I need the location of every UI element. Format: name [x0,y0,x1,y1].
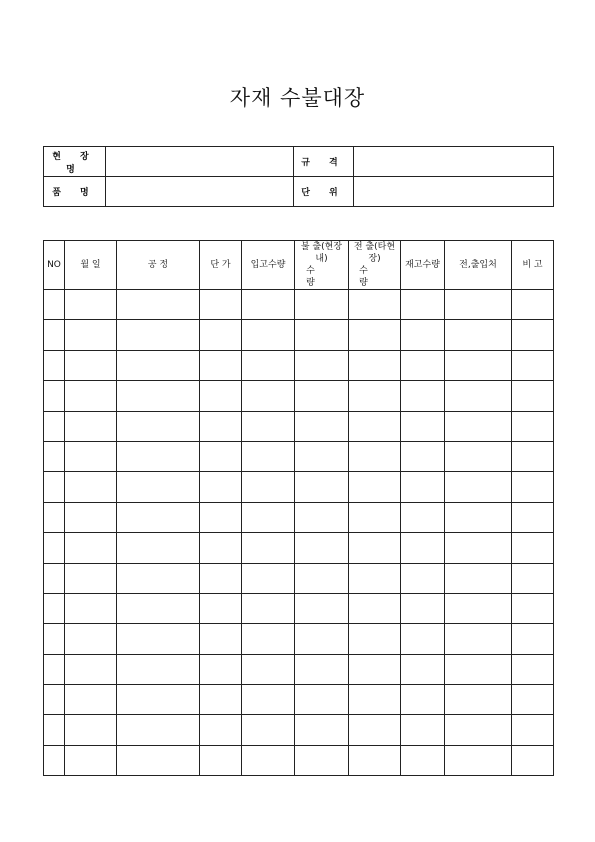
cell-no[interactable] [44,320,65,350]
cell-stock-qty[interactable] [401,472,445,502]
cell-out-transfer-qty[interactable] [349,654,401,684]
cell-in-qty[interactable] [242,290,295,320]
cell-no[interactable] [44,472,65,502]
cell-date[interactable] [65,381,117,411]
item-name-label: 품 명 [44,177,106,207]
header-info-table [43,146,554,207]
cell-date[interactable] [65,350,117,380]
cell-out-internal-qty[interactable] [295,502,349,532]
cell-in-qty[interactable] [242,320,295,350]
cell-no[interactable] [44,654,65,684]
cell-no[interactable] [44,745,65,775]
cell-process[interactable] [117,685,200,715]
cell-process[interactable] [117,472,200,502]
cell-process[interactable] [117,624,200,654]
col-header-out-transfer-bottom: 수 량 [359,266,390,288]
cell-dest[interactable] [445,472,512,502]
table-row [44,563,554,593]
cell-no[interactable] [44,502,65,532]
table-row [44,411,554,441]
cell-dest[interactable] [445,441,512,471]
col-header-date: 월 일 [65,241,117,290]
cell-date[interactable] [65,624,117,654]
cell-remarks[interactable] [512,745,554,775]
cell-process[interactable] [117,563,200,593]
cell-unit-price[interactable] [200,624,242,654]
cell-out-transfer-qty[interactable] [349,593,401,623]
cell-process[interactable] [117,381,200,411]
cell-no[interactable] [44,533,65,563]
cell-out-transfer-qty[interactable] [349,472,401,502]
cell-process[interactable] [117,441,200,471]
col-header-out-internal [295,241,349,290]
table-row [44,715,554,745]
cell-in-qty[interactable] [242,472,295,502]
cell-unit-price[interactable] [200,745,242,775]
col-header-dest: 전,출입처 [445,241,512,290]
col-header-out-internal-bottom: 수 량 [306,266,337,288]
cell-dest[interactable] [445,624,512,654]
cell-date[interactable] [65,715,117,745]
cell-in-qty[interactable] [242,715,295,745]
cell-unit-price[interactable] [200,502,242,532]
item-name-field[interactable] [106,177,294,207]
cell-unit-price[interactable] [200,563,242,593]
cell-out-internal-qty[interactable] [295,624,349,654]
ledger-body [44,290,554,776]
cell-out-internal-qty[interactable] [295,441,349,471]
cell-no[interactable] [44,411,65,441]
cell-remarks[interactable] [512,441,554,471]
cell-dest[interactable] [445,320,512,350]
cell-stock-qty[interactable] [401,320,445,350]
cell-dest[interactable] [445,654,512,684]
cell-out-transfer-qty[interactable] [349,533,401,563]
cell-out-transfer-qty[interactable] [349,381,401,411]
cell-stock-qty[interactable] [401,290,445,320]
cell-process[interactable] [117,745,200,775]
cell-no[interactable] [44,624,65,654]
table-row [44,533,554,563]
cell-remarks[interactable] [512,502,554,532]
cell-remarks[interactable] [512,290,554,320]
cell-dest[interactable] [445,745,512,775]
table-row [44,593,554,623]
cell-out-internal-qty[interactable] [295,715,349,745]
cell-remarks[interactable] [512,411,554,441]
table-row [44,381,554,411]
cell-date[interactable] [65,654,117,684]
cell-in-qty[interactable] [242,593,295,623]
cell-no[interactable] [44,441,65,471]
cell-stock-qty[interactable] [401,533,445,563]
cell-date[interactable] [65,411,117,441]
cell-no[interactable] [44,563,65,593]
cell-date[interactable] [65,472,117,502]
cell-dest[interactable] [445,502,512,532]
cell-stock-qty[interactable] [401,654,445,684]
cell-dest[interactable] [445,685,512,715]
table-row [44,502,554,532]
cell-remarks[interactable] [512,563,554,593]
site-name-label: 현 장 명 [44,147,106,177]
cell-in-qty[interactable] [242,685,295,715]
cell-unit-price[interactable] [200,381,242,411]
cell-dest[interactable] [445,593,512,623]
cell-date[interactable] [65,533,117,563]
cell-date[interactable] [65,290,117,320]
cell-out-internal-qty[interactable] [295,533,349,563]
col-header-out-transfer-top: 전 출(타현장) [353,242,396,264]
table-row [44,441,554,471]
cell-unit-price[interactable] [200,441,242,471]
cell-unit-price[interactable] [200,320,242,350]
cell-in-qty[interactable] [242,533,295,563]
cell-remarks[interactable] [512,533,554,563]
col-header-out-internal-top: 불 출(현장내) [300,242,343,264]
cell-unit-price[interactable] [200,593,242,623]
cell-in-qty[interactable] [242,381,295,411]
cell-remarks[interactable] [512,472,554,502]
cell-out-internal-qty[interactable] [295,685,349,715]
col-header-process: 공 정 [117,241,200,290]
cell-no[interactable] [44,715,65,745]
unit-label: 단 위 [294,177,354,207]
cell-process[interactable] [117,411,200,441]
cell-process[interactable] [117,290,200,320]
cell-process[interactable] [117,350,200,380]
spec-label: 규 격 [294,147,354,177]
cell-remarks[interactable] [512,350,554,380]
table-row [44,320,554,350]
col-header-remarks: 비 고 [512,241,554,290]
cell-out-transfer-qty[interactable] [349,745,401,775]
cell-remarks[interactable] [512,685,554,715]
cell-unit-price[interactable] [200,472,242,502]
cell-remarks[interactable] [512,624,554,654]
cell-in-qty[interactable] [242,502,295,532]
cell-no[interactable] [44,685,65,715]
cell-out-transfer-qty[interactable] [349,624,401,654]
cell-out-internal-qty[interactable] [295,745,349,775]
col-header-no: NO [44,241,65,290]
ledger-table [43,240,554,776]
cell-stock-qty[interactable] [401,441,445,471]
cell-out-internal-qty[interactable] [295,290,349,320]
cell-date[interactable] [65,685,117,715]
cell-stock-qty[interactable] [401,593,445,623]
cell-in-qty[interactable] [242,654,295,684]
cell-stock-qty[interactable] [401,502,445,532]
cell-process[interactable] [117,593,200,623]
site-name-field[interactable] [106,147,294,177]
cell-stock-qty[interactable] [401,624,445,654]
cell-out-transfer-qty[interactable] [349,715,401,745]
cell-no[interactable] [44,381,65,411]
cell-in-qty[interactable] [242,441,295,471]
cell-process[interactable] [117,320,200,350]
table-row [44,654,554,684]
cell-in-qty[interactable] [242,411,295,441]
cell-unit-price[interactable] [200,715,242,745]
cell-unit-price[interactable] [200,654,242,684]
cell-stock-qty[interactable] [401,411,445,441]
cell-in-qty[interactable] [242,745,295,775]
cell-out-transfer-qty[interactable] [349,502,401,532]
cell-date[interactable] [65,320,117,350]
unit-field[interactable] [354,177,554,207]
table-row [44,472,554,502]
col-header-stock-qty: 재고수량 [401,241,445,290]
cell-unit-price[interactable] [200,685,242,715]
cell-out-internal-qty[interactable] [295,411,349,441]
cell-out-internal-qty[interactable] [295,593,349,623]
cell-out-internal-qty[interactable] [295,563,349,593]
cell-stock-qty[interactable] [401,381,445,411]
cell-remarks[interactable] [512,715,554,745]
cell-no[interactable] [44,350,65,380]
cell-stock-qty[interactable] [401,350,445,380]
cell-out-internal-qty[interactable] [295,381,349,411]
cell-date[interactable] [65,502,117,532]
cell-in-qty[interactable] [242,624,295,654]
cell-process[interactable] [117,654,200,684]
cell-out-transfer-qty[interactable] [349,320,401,350]
cell-remarks[interactable] [512,320,554,350]
ledger-header-row [44,241,554,290]
cell-stock-qty[interactable] [401,685,445,715]
table-row [44,745,554,775]
cell-out-internal-qty[interactable] [295,350,349,380]
cell-process[interactable] [117,715,200,745]
cell-unit-price[interactable] [200,533,242,563]
cell-no[interactable] [44,290,65,320]
cell-out-internal-qty[interactable] [295,320,349,350]
cell-unit-price[interactable] [200,290,242,320]
col-header-in-qty: 입고수량 [242,241,295,290]
cell-stock-qty[interactable] [401,563,445,593]
cell-out-transfer-qty[interactable] [349,563,401,593]
cell-date[interactable] [65,745,117,775]
col-header-out-transfer [349,241,401,290]
cell-dest[interactable] [445,290,512,320]
table-row [44,290,554,320]
cell-out-transfer-qty[interactable] [349,350,401,380]
cell-out-transfer-qty[interactable] [349,411,401,441]
cell-in-qty[interactable] [242,563,295,593]
cell-out-internal-qty[interactable] [295,472,349,502]
cell-remarks[interactable] [512,381,554,411]
cell-date[interactable] [65,593,117,623]
cell-out-transfer-qty[interactable] [349,685,401,715]
cell-stock-qty[interactable] [401,715,445,745]
table-row [44,350,554,380]
cell-stock-qty[interactable] [401,745,445,775]
col-header-unit-price: 단 가 [200,241,242,290]
cell-date[interactable] [65,563,117,593]
table-row [44,624,554,654]
cell-process[interactable] [117,502,200,532]
cell-out-internal-qty[interactable] [295,654,349,684]
spec-field[interactable] [354,147,554,177]
cell-out-transfer-qty[interactable] [349,290,401,320]
cell-no[interactable] [44,593,65,623]
cell-dest[interactable] [445,411,512,441]
cell-remarks[interactable] [512,654,554,684]
cell-date[interactable] [65,441,117,471]
cell-dest[interactable] [445,715,512,745]
cell-remarks[interactable] [512,593,554,623]
cell-dest[interactable] [445,381,512,411]
cell-process[interactable] [117,533,200,563]
cell-unit-price[interactable] [200,350,242,380]
cell-dest[interactable] [445,563,512,593]
cell-in-qty[interactable] [242,350,295,380]
cell-out-transfer-qty[interactable] [349,441,401,471]
table-row [44,685,554,715]
page-title: 자재 수불대장 [229,86,366,110]
cell-dest[interactable] [445,533,512,563]
cell-unit-price[interactable] [200,411,242,441]
cell-dest[interactable] [445,350,512,380]
